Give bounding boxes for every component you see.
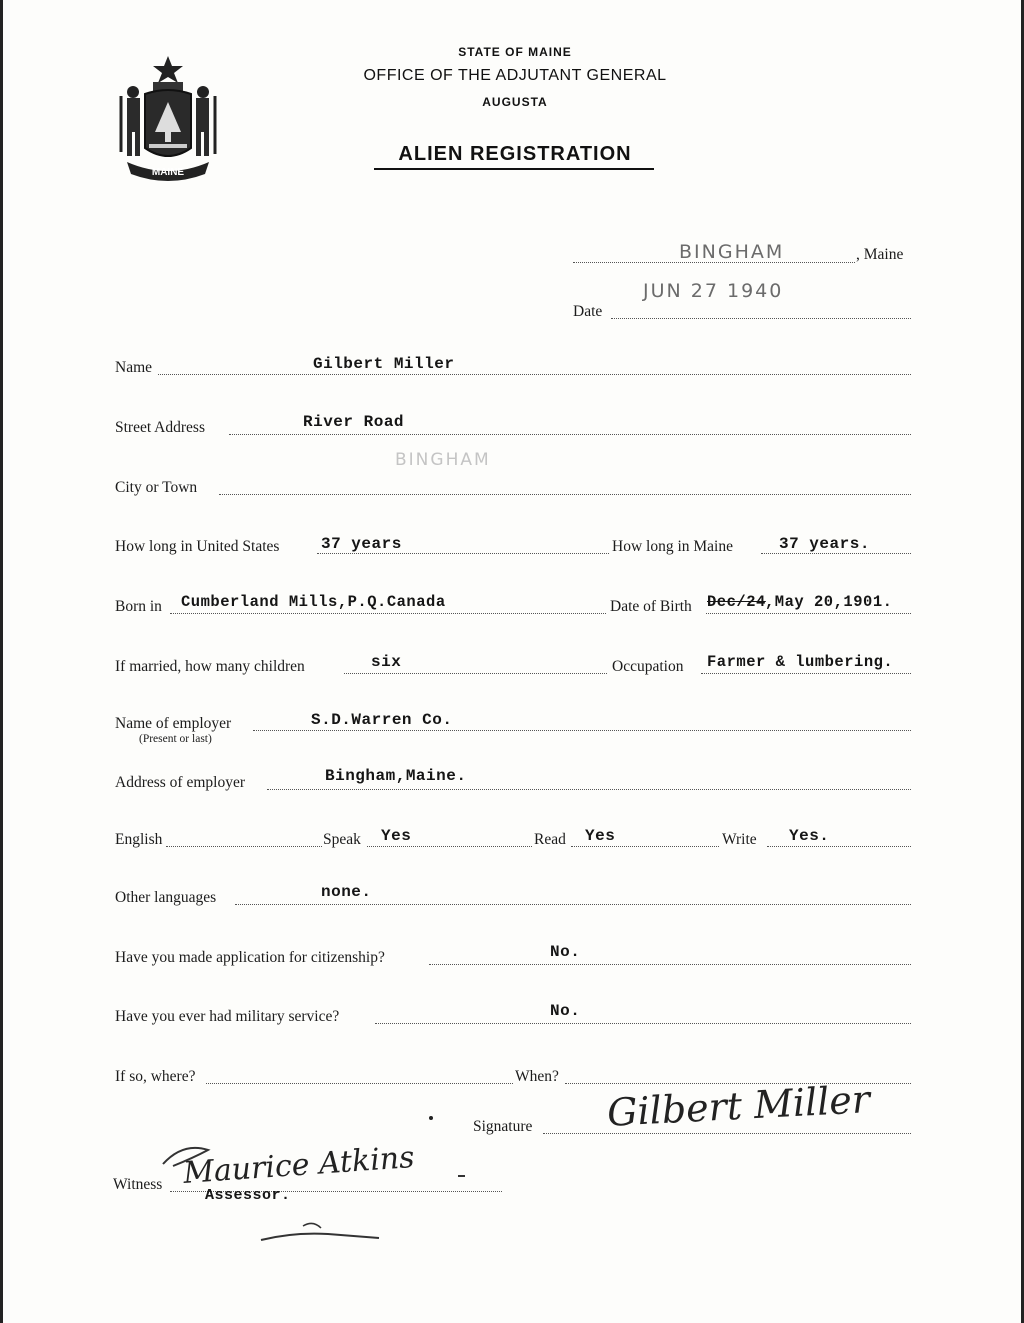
military-line — [375, 1023, 911, 1024]
us-years-value: 37 years — [321, 535, 402, 553]
write-label: Write — [722, 831, 757, 848]
name-label: Name — [115, 359, 153, 376]
other-languages-value: none. — [321, 883, 372, 901]
when-label: When? — [515, 1068, 559, 1085]
birth-date-value: ,May 20,1901. — [765, 593, 893, 611]
seal-text: MAINE — [151, 167, 185, 178]
employer-value: S.D.Warren Co. — [311, 711, 453, 729]
date-stamp: JUN 27 1940 — [643, 280, 784, 302]
name-line — [158, 374, 911, 375]
other-languages-label: Other languages — [115, 889, 217, 906]
city-heading: AUGUSTA — [482, 95, 548, 109]
birth-date-label: Date of Birth — [610, 598, 692, 615]
us-years-label: How long in United States — [115, 538, 280, 555]
employer-sublabel: (Present or last) — [139, 733, 212, 745]
military-value: No. — [550, 1002, 581, 1020]
state-heading: STATE OF MAINE — [458, 45, 572, 59]
title-underline — [374, 168, 654, 170]
born-in-value: Cumberland Mills,P.Q.Canada — [181, 593, 446, 611]
signature-label: Signature — [473, 1118, 533, 1135]
city-line — [219, 494, 911, 495]
employer-line — [253, 730, 911, 731]
witness-flourish — [153, 1136, 433, 1246]
signature-value: Gilbert Miller — [606, 1077, 871, 1135]
speak-value: Yes — [381, 827, 412, 845]
employer-address-value: Bingham,Maine. — [325, 767, 467, 785]
city-stamp: BINGHAM — [395, 450, 491, 470]
occupation-line — [701, 673, 911, 674]
occupation-label: Occupation — [612, 658, 684, 675]
citizenship-value: No. — [550, 943, 581, 961]
speak-line — [367, 846, 532, 847]
signature-line — [543, 1133, 911, 1134]
citizenship-label: Have you made application for citizenship? — [115, 949, 385, 966]
maine-years-value: 37 years. — [779, 535, 870, 553]
us-years-line — [317, 553, 609, 554]
name-value: Gilbert Miller — [313, 355, 455, 373]
form-title: ALIEN REGISTRATION — [398, 143, 632, 165]
city-label: City or Town — [115, 479, 198, 496]
english-label: English — [115, 831, 163, 848]
english-line — [166, 846, 322, 847]
maine-years-line — [761, 553, 911, 554]
speak-label: Speak — [323, 831, 361, 848]
birth-date-struck: Dec/24 — [707, 593, 766, 611]
office-heading: OFFICE OF THE ADJUTANT GENERAL — [363, 67, 667, 84]
children-value: six — [371, 653, 402, 671]
employer-address-line — [267, 789, 911, 790]
write-line — [767, 846, 911, 847]
place-suffix: , Maine — [856, 246, 904, 263]
street-label: Street Address — [115, 419, 205, 436]
where-label: If so, where? — [115, 1068, 196, 1085]
ink-mark — [458, 1175, 465, 1177]
ink-dot — [429, 1116, 433, 1120]
read-label: Read — [534, 831, 566, 848]
children-label: If married, how many children — [115, 658, 305, 675]
birth-date-line — [706, 613, 911, 614]
read-line — [571, 846, 719, 847]
employer-address-label: Address of employer — [115, 774, 245, 791]
street-value: River Road — [303, 413, 405, 431]
military-label: Have you ever had military service? — [115, 1008, 340, 1025]
occupation-value: Farmer & lumbering. — [707, 653, 894, 671]
write-value: Yes. — [789, 827, 830, 845]
witness-label: Witness — [113, 1176, 163, 1193]
date-line — [611, 318, 911, 319]
street-line — [229, 434, 911, 435]
date-label: Date — [573, 303, 603, 320]
children-line — [344, 673, 607, 674]
place-stamp: BINGHAM — [679, 241, 785, 263]
born-in-line — [170, 613, 606, 614]
employer-label: Name of employer — [115, 715, 232, 732]
other-languages-line — [235, 904, 911, 905]
where-line — [206, 1083, 513, 1084]
read-value: Yes — [585, 827, 616, 845]
born-in-label: Born in — [115, 598, 162, 615]
maine-years-label: How long in Maine — [612, 538, 733, 555]
citizenship-line — [429, 964, 911, 965]
witness-title: Assessor. — [205, 1187, 291, 1204]
witness-signature: Maurice Atkins — [182, 1139, 416, 1192]
